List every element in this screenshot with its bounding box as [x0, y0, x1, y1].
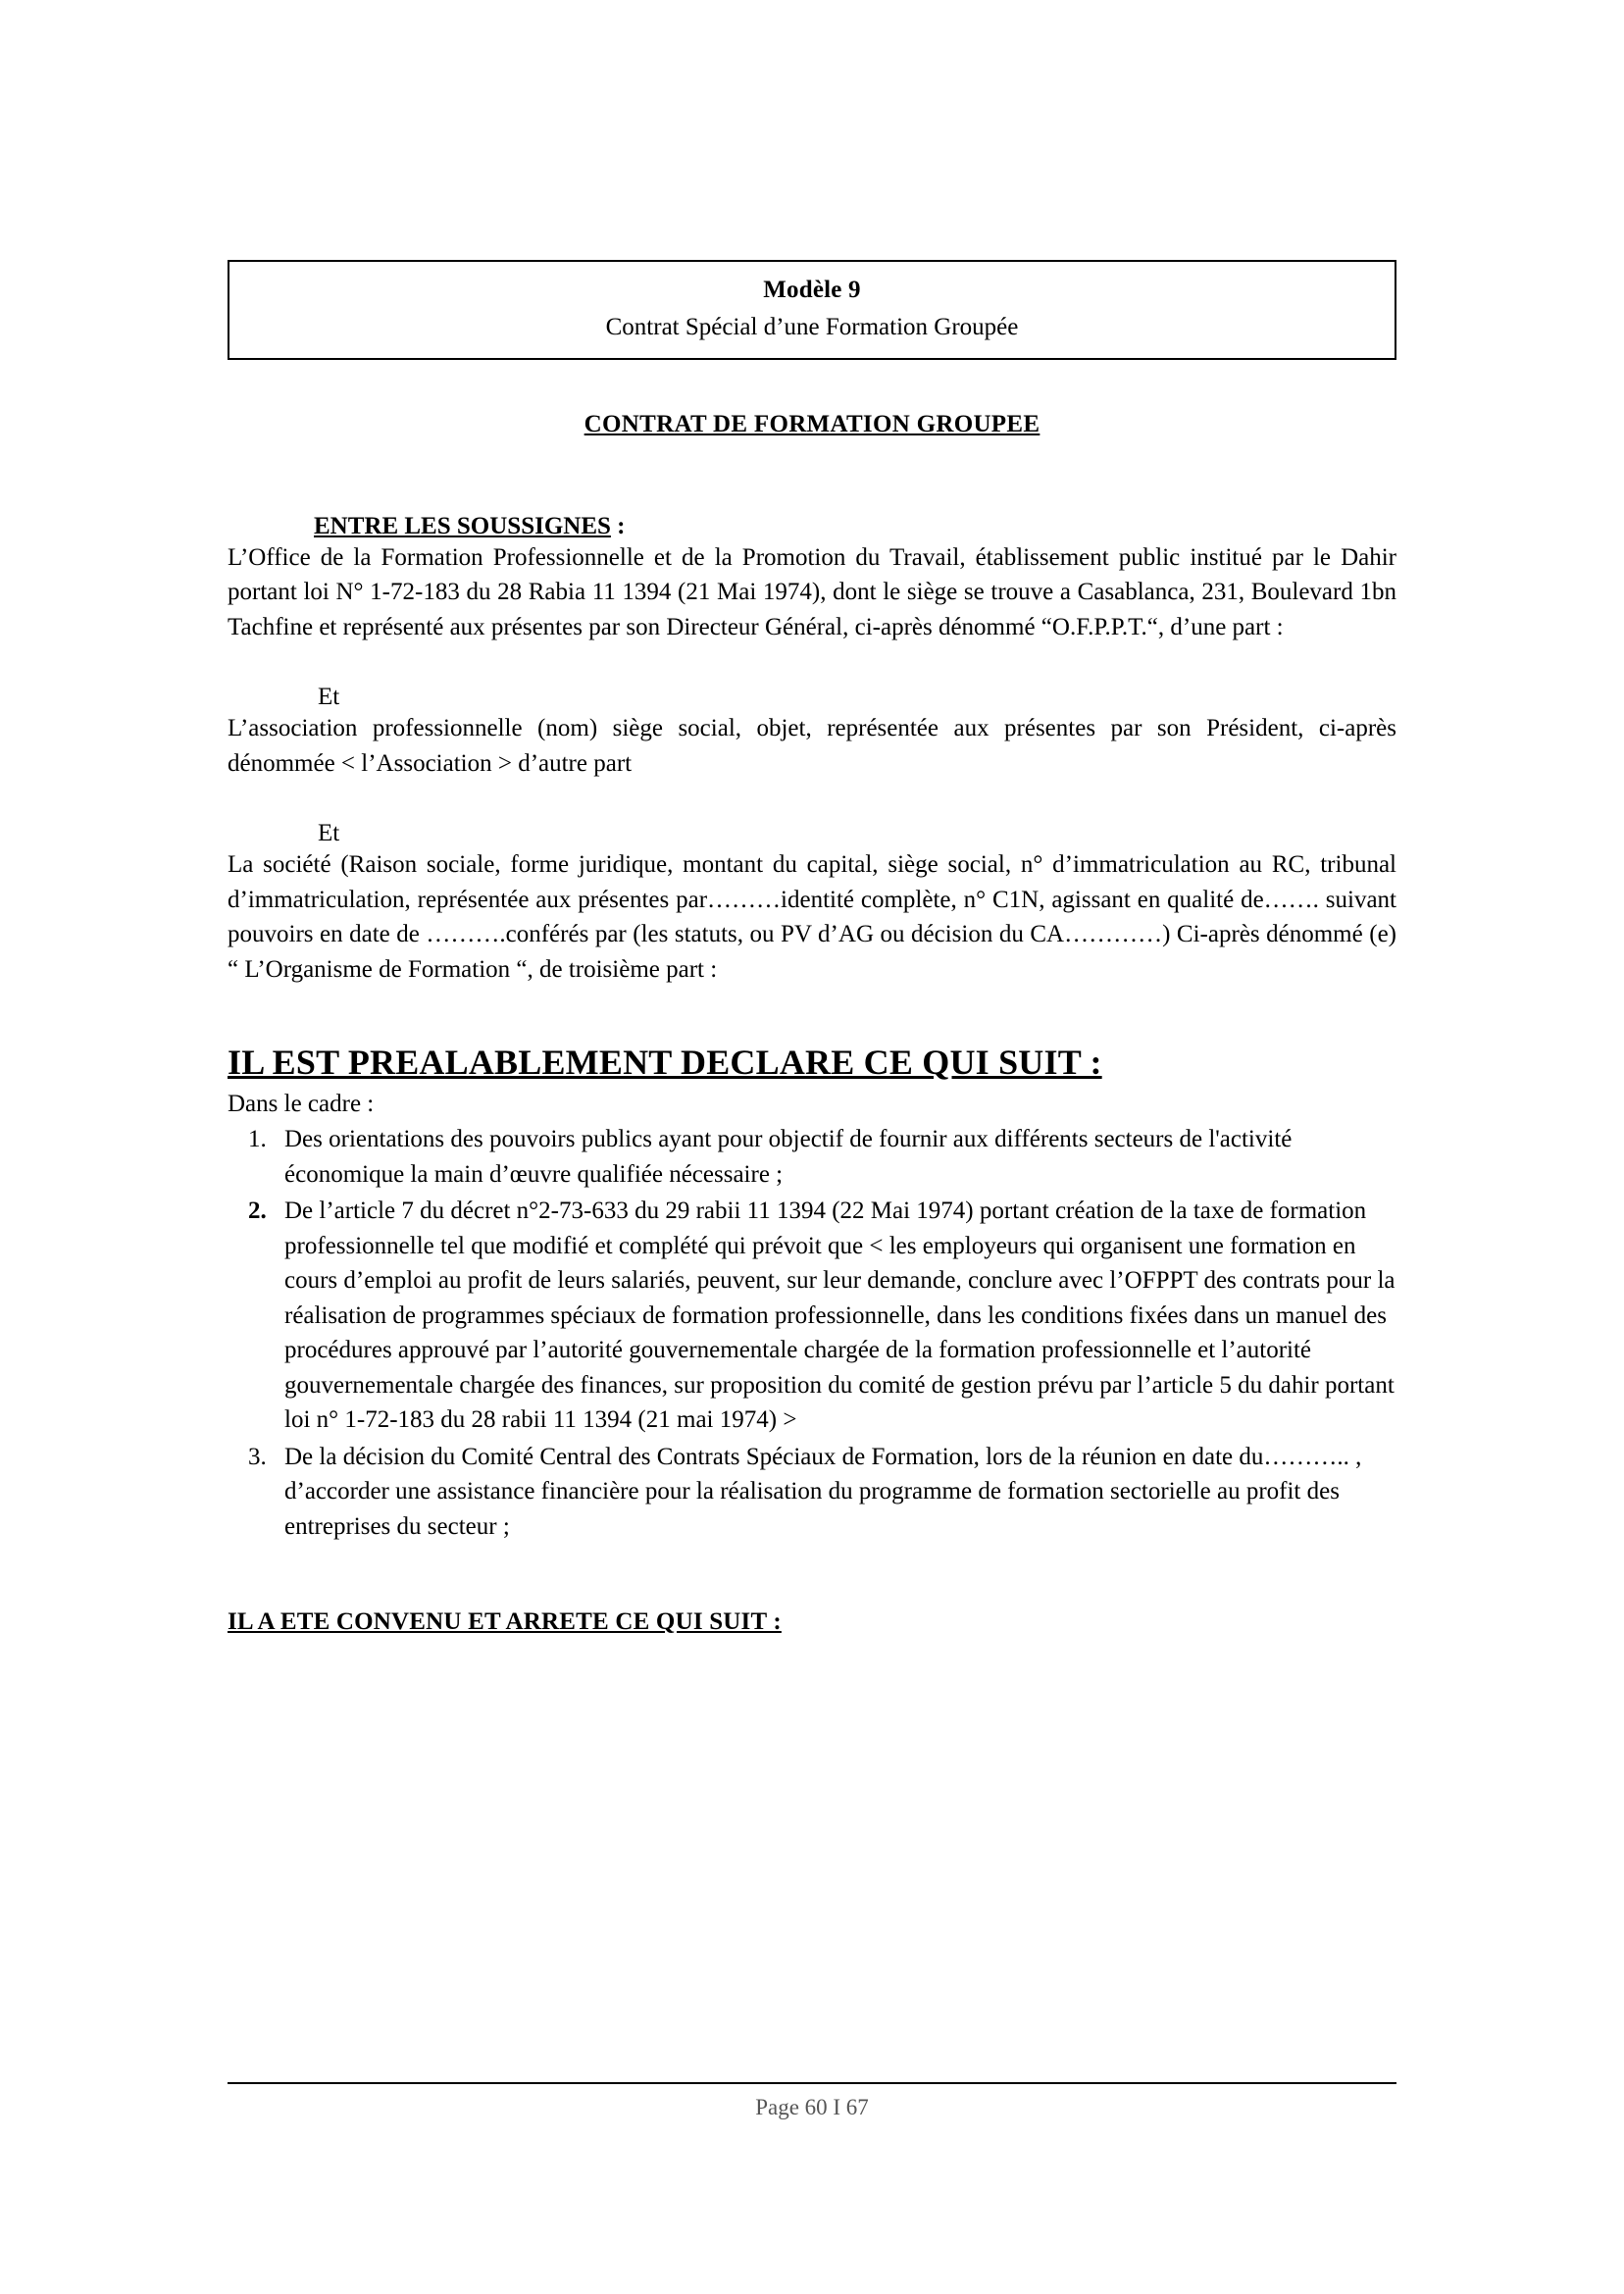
paragraph-societe: La société (Raison sociale, forme juridique, montant du capital, siège social, n° d’immatriculation au RC, tribunal d’immatriculation, représentée aux présentes par………identité complète, n° C1N, agissant en qualité de……. suivant pouvoirs en date de ……….conférés par (les statuts, ou PV d’AG ou décision du CA…………) Ci-après dénommé (e) “ L’Organisme de Formation “, de troisième part :: [228, 851, 1396, 983]
entre-les-soussignes-heading: [314, 513, 1396, 540]
document-title: CONTRAT DE FORMATION GROUPEE: [584, 410, 1040, 437]
list-item: [273, 1122, 1396, 1192]
paragraph-association: L’association professionnelle (nom) siège social, objet, représentée aux présentes par son Président, ci-après dénommée < l’Association > d’autre part: [228, 715, 1396, 777]
list-item: [273, 1440, 1396, 1545]
footer-page-number: Page 60 I 67: [755, 2095, 869, 2119]
entre-les-soussignes-label: ENTRE LES SOUSSIGNES: [314, 512, 611, 539]
header-box: [228, 260, 1396, 360]
list-item-text: De la décision du Comité Central des Contrats Spéciaux de Formation, lors de la réunion en date du……….. , d’accorder une assistance financière pour la réalisation du programme de formation sectorielle au profit des entreprises du secteur ;: [284, 1443, 1362, 1540]
section-title-convenu: IL A ETE CONVENU ET ARRETE CE QUI SUIT :: [228, 1608, 782, 1635]
entre-colon: :: [610, 512, 626, 539]
paragraph-ofppt: L’Office de la Formation Professionnelle et de la Promotion du Travail, établissement public institué par le Dahir portant loi N° 1-72-183 du 28 Rabia 11 1394 (21 Mai 1974), dont le siège se trouve a Casablanca, 231, Boulevard 1bn Tachfine et représenté aux présentes par son Directeur Général, ci-après dénommé “O.F.P.P.T.“, d’une part :: [228, 543, 1396, 640]
header-title: Modèle 9: [763, 277, 861, 303]
et-separator-2: Et: [318, 820, 340, 846]
footer-divider: [228, 2082, 1396, 2084]
et-separator-1: Et: [318, 684, 340, 710]
list-item: [273, 1194, 1396, 1438]
header-subtitle: Contrat Spécial d’une Formation Groupée: [605, 313, 1019, 340]
document-content: [228, 260, 1396, 1636]
list-item-text: Des orientations des pouvoirs publics ayant pour objectif de fournir aux différents secteurs de l'activité économique la main d’œuvre qualifiée nécessaire ;: [284, 1126, 1293, 1188]
declaration-list: [228, 1122, 1396, 1544]
section-title-declare: IL EST PREALABLEMENT DECLARE CE QUI SUIT :: [228, 1043, 1102, 1082]
list-item-text: De l’article 7 du décret n°2-73-633 du 29 rabii 11 1394 (22 Mai 1974) portant création de la taxe de formation professionnelle tel que modifié et complété qui prévoit que < les employeurs qui organisent une formation en cours d’emploi au profit de leurs salariés, peuvent, sur leur demande, conclure avec l’OFPPT des contrats pour la réalisation de programmes spéciaux de formation professionnelle, dans les conditions fixées dans un manuel des procédures approuvé par l’autorité gouvernementale chargée de la formation professionnelle et l’autorité gouvernementale chargée des finances, sur proposition du comité de gestion prévu par l’article 5 du dahir portant loi n° 1-72-183 du 28 rabii 11 1394 (21 mai 1974) >: [284, 1198, 1396, 1433]
dans-le-cadre-label: Dans le cadre :: [228, 1091, 375, 1117]
